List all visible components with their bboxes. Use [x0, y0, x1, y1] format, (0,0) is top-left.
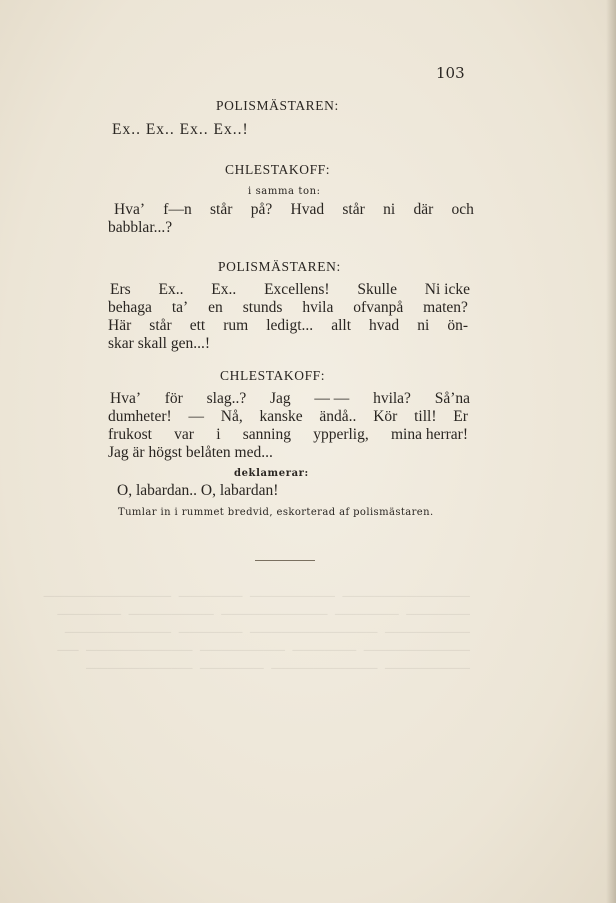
- speaker-polismastaren-1: POLISMÄSTAREN:: [216, 98, 339, 113]
- dialogue-line-4a: Hva’ för slag..? Jag — — hvila? Så’na: [110, 390, 470, 407]
- dialogue-line-2a: Hva’ f—n står på? Hvad står ni där och: [114, 201, 474, 218]
- dialogue-line-2b: babblar...?: [108, 219, 173, 236]
- dialogue-line-3b: behaga ta’ en stunds hvila ofvanpå maten?: [108, 299, 468, 316]
- dialogue-line-3d: skar skall gen...!: [108, 335, 211, 352]
- dialogue-line-4b: dumheter! — Nå, kanske ändå.. Kör till! Er: [108, 408, 468, 425]
- dialogue-line-3a: Ers Ex.. Ex.. Excellens! Skulle Ni icke: [110, 281, 470, 298]
- stage-direction-tone: i samma ton:: [248, 186, 321, 197]
- stage-direction-exit: Tumlar in i rummet bredvid, eskorterad af polismästaren.: [118, 507, 434, 518]
- section-rule: [255, 560, 315, 561]
- dialogue-line-1: Ex.. Ex.. Ex.. Ex..!: [112, 121, 249, 138]
- dialogue-line-4d: Jag är högst belåten med...: [108, 444, 273, 461]
- speaker-chlestakoff-2: CHLESTAKOFF:: [220, 368, 326, 383]
- page-number: 103: [436, 64, 465, 82]
- dialogue-line-5: O, labardan.. O, labardan!: [117, 482, 279, 499]
- speaker-polismastaren-2: POLISMÄSTAREN:: [218, 259, 341, 274]
- dialogue-line-3c: Här står ett rum ledigt... allt hvad ni ön-: [108, 317, 468, 334]
- speaker-chlestakoff-1: CHLESTAKOFF:: [225, 162, 331, 177]
- stage-direction-declaims: deklamerar:: [234, 468, 309, 479]
- page-edge-shadow: [606, 0, 616, 903]
- show-through-text: ──────────── ──────── ────── ──────────── ────── ────── ────────── ──────── ────── ──────── ──────────── ────── ────────── ────────── ────── ──────── ────────── ── ──────── ────────── ────── ──────────: [43, 589, 470, 677]
- dialogue-line-4c: frukost var i sanning ypperlig, mina herrar!: [108, 426, 468, 443]
